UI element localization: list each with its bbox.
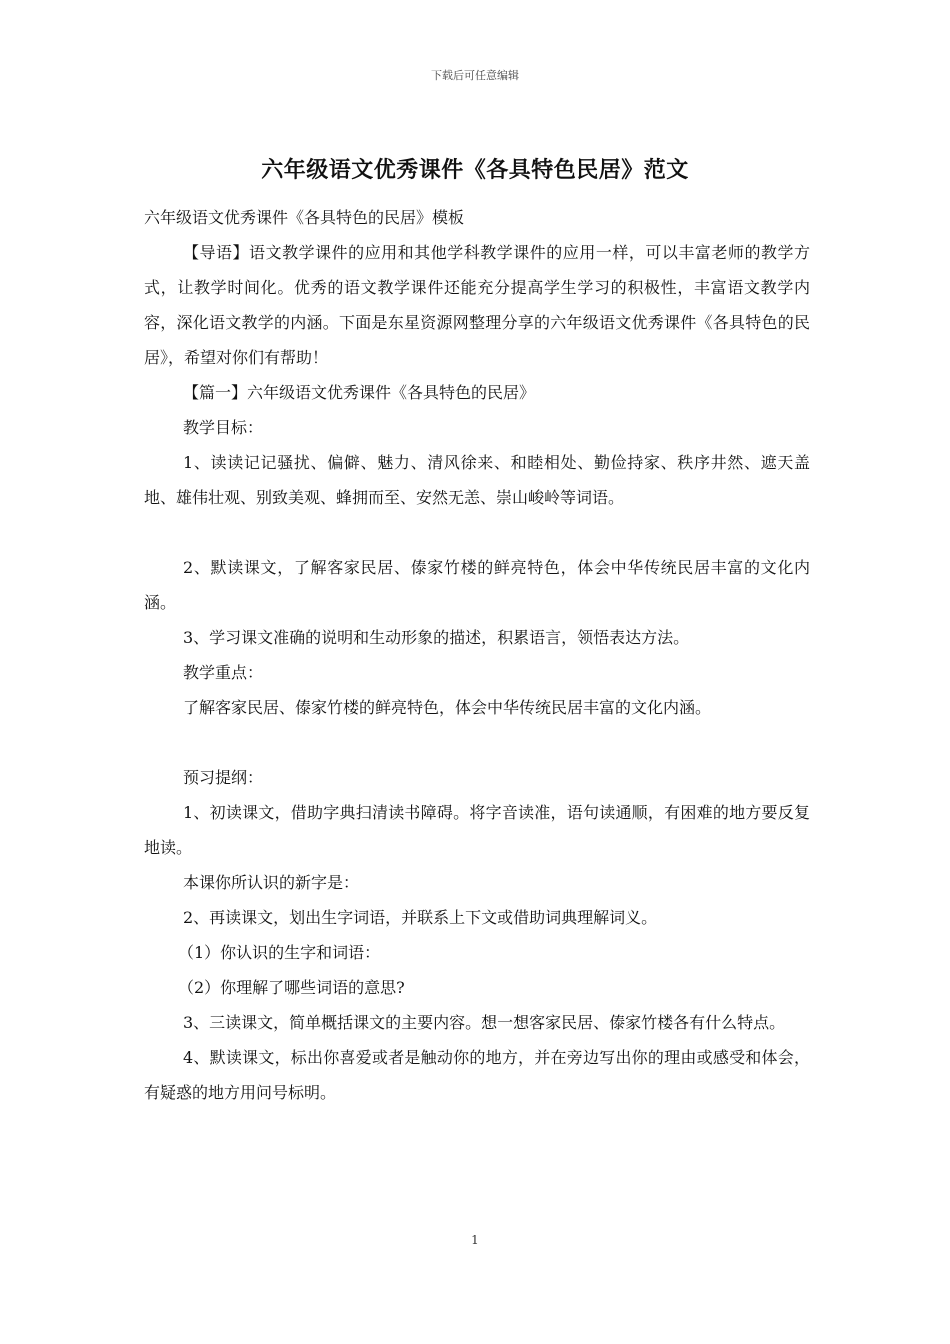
part-one-heading: 【篇一】六年级语文优秀课件《各具特色的民居》	[183, 383, 536, 402]
preview-item-1: 1、初读课文，借助字典扫清读书障碍。将字音读准，语句读通顺，有困难的地方要反复地读。	[144, 803, 810, 857]
goals-heading: 教学目标：	[183, 418, 264, 437]
focus-heading: 教学重点：	[183, 663, 264, 682]
preview-item-3: 3、三读课文，简单概括课文的主要内容。想一想客家民居、傣家竹楼各有什么特点。	[183, 1013, 786, 1032]
goal-item-2: 2、默读课文，了解客家民居、傣家竹楼的鲜亮特色，体会中华传统民居丰富的文化内涵。	[144, 558, 810, 612]
preview-item-4: 4、默读课文，标出你喜爱或者是触动你的地方，并在旁边写出你的理由或感受和体会，有疑惑的地方用问号标明。	[144, 1048, 810, 1102]
blank-line	[144, 725, 810, 760]
preview-subitem-1: （1）你认识的生字和词语：	[178, 943, 381, 962]
intro-paragraph: 【导语】语文教学课件的应用和其他学科教学课件的应用一样，可以丰富老师的教学方式，让教学时间化。优秀的语文教学课件还能充分提高学生学习的积极性，丰富语文教学内容，深化语文教学的内涵。下面是东星资源网整理分享的六年级语文优秀课件《各具特色的民居》，希望对你们有帮助！	[144, 243, 810, 367]
preview-item-2: 2、再读课文，划出生字词语，并联系上下文或借助词典理解词义。	[183, 908, 658, 927]
focus-text: 了解客家民居、傣家竹楼的鲜亮特色，体会中华传统民居丰富的文化内涵。	[183, 698, 712, 717]
document-title: 六年级语文优秀课件《各具特色民居》范文	[261, 157, 689, 183]
page-header: 下载后可任意编辑	[431, 69, 519, 82]
preview-heading: 预习提纲：	[183, 768, 264, 787]
new-chars-prompt: 本课你所认识的新字是：	[183, 873, 360, 892]
goal-item-3: 3、学习课文准确的说明和生动形象的描述，积累语言，领悟表达方法。	[183, 628, 690, 647]
page-number: 1	[471, 1233, 479, 1247]
preview-subitem-2: （2）你理解了哪些词语的意思?	[178, 978, 405, 997]
blank-line	[144, 515, 810, 550]
goal-item-1: 1、读读记记骚扰、偏僻、魅力、清风徐来、和睦相处、勤俭持家、秩序井然、遮天盖地、雄伟壮观、别致美观、蜂拥而至、安然无恙、崇山峻岭等词语。	[144, 453, 810, 507]
document-body	[144, 200, 810, 1110]
document-subtitle: 六年级语文优秀课件《各具特色的民居》模板	[144, 208, 465, 227]
